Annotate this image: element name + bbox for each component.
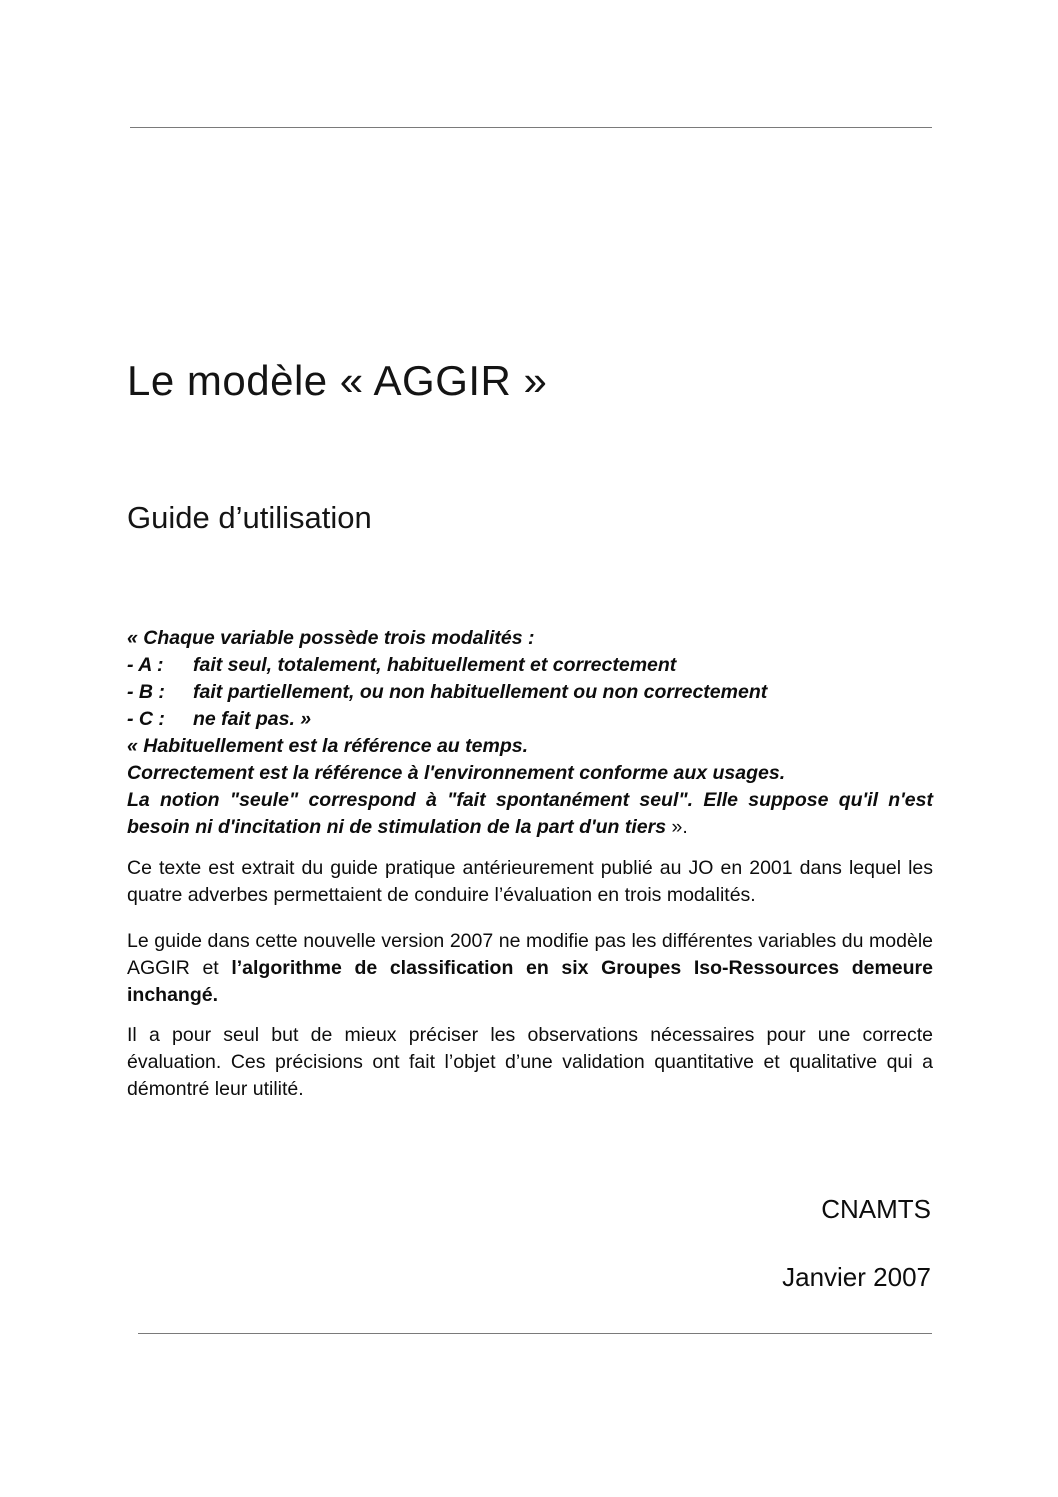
modality-text: ne fait pas. » [193,708,312,730]
paragraph-2-bold: l’algorithme de classification en six Groupes Iso-Ressources demeure inchangé. [127,957,933,1006]
modality-text: fait seul, totalement, habituellement et correctement [193,654,677,676]
paragraph-2 [127,928,933,1009]
document-subtitle: Guide d’utilisation [127,500,372,535]
modalities-intro: « Chaque variable possède trois modalités : [127,627,535,649]
organization-name: CNAMTS [821,1194,931,1224]
modality-label: - B : [127,681,165,703]
modality-item-b [127,679,933,706]
document-title: Le modèle « AGGIR » [127,357,548,404]
definition-line-2: Correctement est la référence à l'environnement conforme aux usages. [127,762,786,784]
paragraph-3: Il a pour seul but de mieux préciser les observations nécessaires pour une correcte évaluation. Ces précisions ont fait l’objet d’une validation quantitative et qualitative qui a démontré leur utilité. [127,1024,933,1100]
modality-item-a [127,652,933,679]
definition-line-3-text: La notion "seule" correspond à "fait spontanément seul". Elle suppose qu'il n'est besoin ni d'incitation ni de stimulation de la part d'un tiers [127,789,933,838]
quote-definitions [127,733,933,841]
modality-item-c [127,706,933,733]
paragraph-1: Ce texte est extrait du guide pratique antérieurement publié au JO en 2001 dans lequel les quatre adverbes permettaient de conduire l’évaluation en trois modalités. [127,857,933,906]
publication-date: Janvier 2007 [782,1262,931,1292]
bottom-rule [138,1333,932,1334]
modality-label: - C : [127,708,165,730]
modality-text: fait partiellement, ou non habituellement ou non correctement [193,681,768,703]
definition-line-1: « Habituellement est la référence au temps. [127,735,528,757]
paragraph-2-text: Le guide dans cette nouvelle version 2007 ne modifie pas les différentes variables du modèle AGGIR et [127,930,933,979]
quote-modalities [127,625,933,733]
definition-line-3 [127,787,933,841]
top-rule [130,127,932,128]
definition-line-3-suffix: ». [666,816,688,838]
modality-label: - A : [127,654,164,676]
